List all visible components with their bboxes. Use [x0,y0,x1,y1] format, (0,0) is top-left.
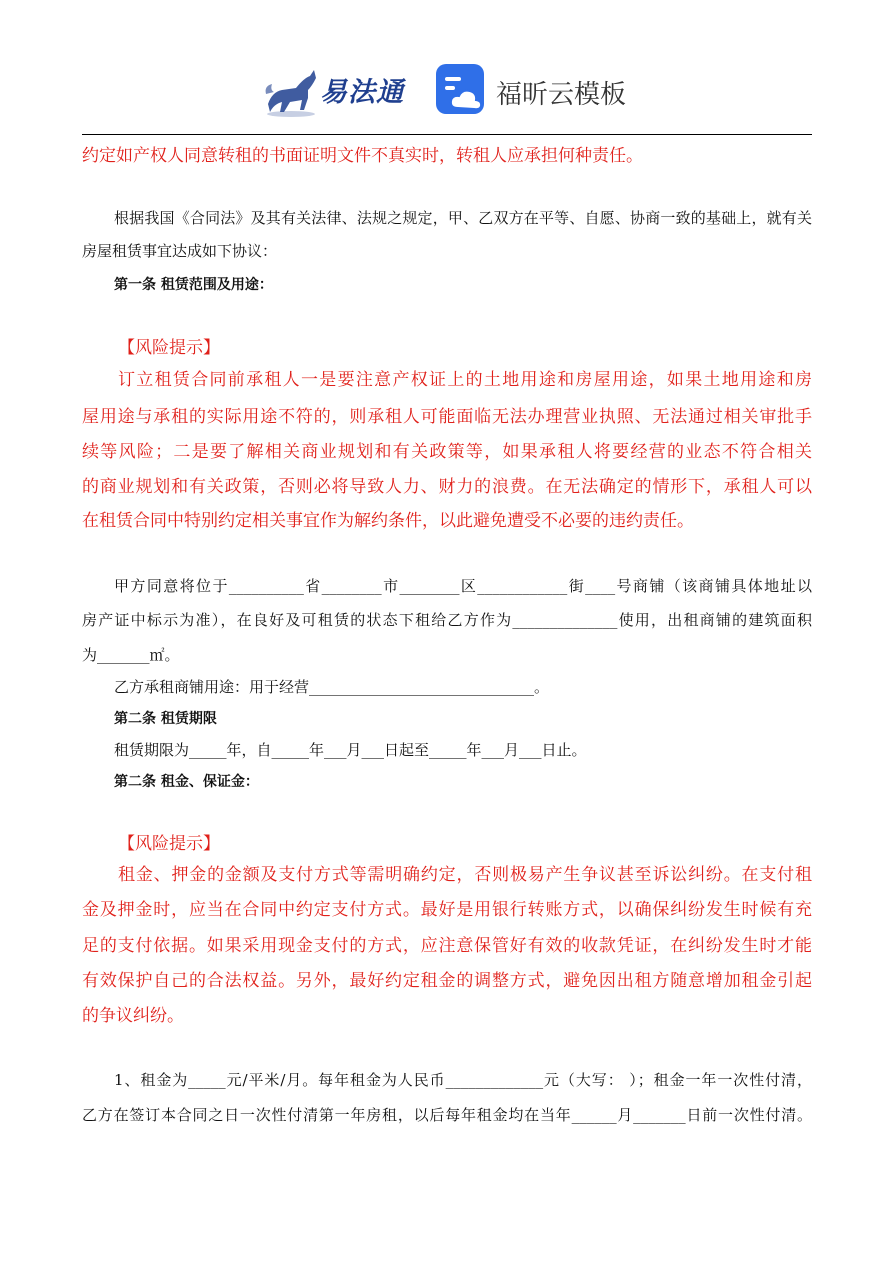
risk-tip-1-line-3: 续等风险；二是要了解相关商业规划和有关政策等，如果承租人将要经营的业态不符合相关 [82,442,812,462]
clause-1-line-3: 为_______㎡。 [82,646,180,664]
horse-logo-icon [262,64,320,118]
intro-line: 约定如产权人同意转租的书面证明文件不真实时，转租人应承担何种责任。 [82,146,643,166]
rent-clause-line-2: 乙方在签订本合同之日一次性付清第一年房租，以后每年租金均在当年______月_______日前一次性付清。 [82,1106,812,1124]
preamble-line-2: 房屋租赁事宜达成如下协议： [82,242,278,260]
lease-term-line: 租赁期限为_____年，自_____年___月___日起至_____年___月___日止。 [114,741,587,759]
risk-tip-heading-1: 【风险提示】 [118,338,220,358]
page-header [0,58,893,122]
rent-clause-line-1: 1、租金为_____元/平米/月。每年租金为人民币_____________元（大写： ）；租金一年一次性付清， [114,1071,812,1089]
risk-tip-2-line-2: 金及押金时，应当在合同中约定支付方式。最好是用银行转账方式，以确保纠纷发生时候有充 [82,900,812,920]
risk-tip-2-line-4: 有效保护自己的合法权益。另外，最好约定租金的调整方式，避免因出租方随意增加租金引起 [82,971,812,991]
risk-tip-heading-2: 【风险提示】 [118,834,220,854]
yifatong-logo [262,62,412,118]
article-3-heading: 第二条 租金、保证金： [114,774,259,790]
article-2-heading: 第二条 租赁期限 [114,711,217,727]
logo-left-text: 易法通 [320,77,404,108]
article-1-heading: 第一条 租赁范围及用途： [114,277,273,293]
header-divider [82,134,812,135]
risk-tip-1-line-2: 屋用途与承租的实际用途不符的，则承租人可能面临无法办理营业执照、无法通过相关审批手 [82,407,812,427]
risk-tip-2-line-5: 的争议纠纷。 [82,1006,184,1026]
clause-1-line-1: 甲方同意将位于__________省________市________区____________街____号商铺（该商铺具体地址以 [114,577,812,595]
risk-tip-1-line-1: 订立租赁合同前承租人一是要注意产权证上的土地用途和房屋用途，如果土地用途和房 [118,370,812,390]
risk-tip-1-line-4: 的商业规划和有关政策，否则必将导致人力、财力的浪费。在无法确定的情形下，承租人可以 [82,477,812,497]
logo-right-text: 福昕云模板 [496,80,627,110]
clause-1-line-2: 房产证中标示为准），在良好及可租赁的状态下租给乙方作为______________使用，出租商铺的建筑面积 [82,611,812,629]
risk-tip-2-line-1: 租金、押金的金额及支付方式等需明确约定，否则极易产生争议甚至诉讼纠纷。在支付租 [118,865,812,885]
preamble-line-1: 根据我国《合同法》及其有关法律、法规之规定，甲、乙双方在平等、自愿、协商一致的基础上，就有关 [114,209,812,227]
clause-1-usage: 乙方承租商铺用途：用于经营______________________________。 [114,678,550,696]
document-cloud-icon [436,64,486,116]
risk-tip-1-line-5: 在租赁合同中特别约定相关事宜作为解约条件，以此避免遭受不必要的违约责任。 [82,511,694,531]
risk-tip-2-line-3: 足的支付依据。如果采用现金支付的方式，应注意保管好有效的收款凭证，在纠纷发生时才能 [82,936,812,956]
